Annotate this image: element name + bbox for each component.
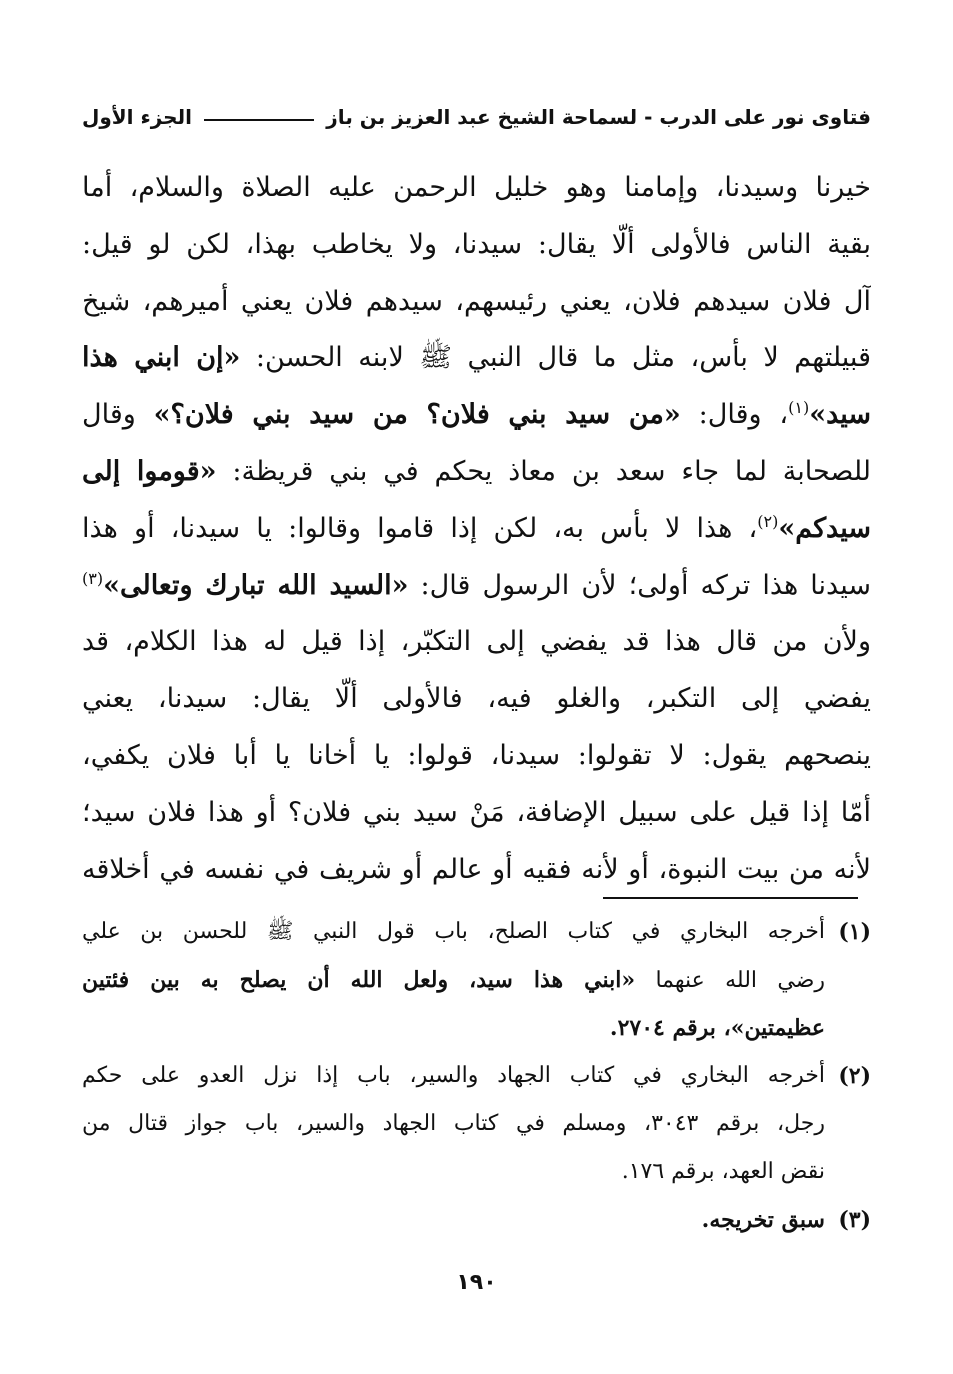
header-volume-label: الجزء الأول <box>82 105 192 129</box>
footnote-ref: (١) <box>788 398 810 418</box>
footnote-body <box>82 1052 825 1196</box>
text-line <box>82 501 871 558</box>
footnote-3 <box>82 1196 871 1244</box>
text-line: ينصحهم يقول: لا تقولوا: سيدنا، قولوا: يا أخانا يا أبا فلان يكفي، <box>82 739 871 771</box>
header-rule <box>204 119 314 121</box>
footnote-ref: (٣) <box>82 568 104 588</box>
footnote-divider <box>603 897 858 899</box>
footnote-line: أخرجه البخاري في كتاب الصلح، باب قول النبي ﷺ للحسن بن علي <box>82 919 825 944</box>
header-book-title: فتاوى نور على الدرب - لسماحة الشيخ عبد العزيز بن باز <box>326 105 871 129</box>
footnote-line: نقض العهد، برقم ١٧٦. <box>621 1159 825 1184</box>
text-line: أمّا إذا قيل على سبيل الإضافة، مَنْ سيد بني فلان؟ أو هذا فلان سيد؛ <box>82 796 871 828</box>
hadith-quote: عظيمتين» <box>730 1015 825 1041</box>
footnotes <box>82 908 871 1244</box>
text-line <box>82 330 871 387</box>
hadith-quote: سيدكم» <box>778 512 871 544</box>
text-line: يفضي إلى التكبر، والغلو فيه، فالأولى ألّا يقال: سيدنا، يعني <box>82 683 871 715</box>
text-line: لأنه من بيت النبوة، أو لأنه فقيه أو عالم أو شريف في نفسه في أخلاقه <box>82 853 871 885</box>
main-text <box>82 160 871 898</box>
text-line: آل فلان سيدهم فلان، يعني رئيسهم، سيدهم فلان يعني أميرهم، شيخ <box>82 285 871 317</box>
text-line <box>82 444 871 501</box>
footnote-line <box>82 1004 825 1052</box>
footnote-number: (٢) <box>838 1063 871 1089</box>
footnote-number: (٣) <box>838 1207 871 1233</box>
running-header <box>82 100 871 134</box>
hadith-quote: «قوموا إلى <box>82 455 217 487</box>
footnote-line: أخرجه البخاري في كتاب الجهاد والسير، باب إذا نزل العدو على حكم <box>82 1063 825 1088</box>
footnote-line <box>82 956 825 1004</box>
footnote-number: (١) <box>838 919 871 945</box>
text-run: ، وقال: <box>680 399 789 431</box>
text-line <box>82 558 871 615</box>
text-run: وقال <box>82 399 154 431</box>
text-line <box>82 387 871 444</box>
hadith-quote: «ابني هذا سيد، ولعل الله أن يصلح به بين فئتين <box>82 967 636 993</box>
page-number: ١٩٠ <box>456 1270 497 1295</box>
footnote-2 <box>82 1052 871 1196</box>
footnote-1 <box>82 908 871 1052</box>
text-run: ، هذا لا بأس به، لكن إذا قاموا وقالوا: يا سيدنا، أو هذا <box>82 512 758 544</box>
footnote-body <box>82 908 825 1052</box>
footnote-line: سبق تخريجه. <box>701 1207 825 1233</box>
hadith-quote: «من سيد بني فلان؟ من سيد بني فلان؟» <box>153 399 681 431</box>
footnote-ref: (٢) <box>757 511 779 531</box>
text-run: رضي الله عنهما <box>635 968 825 993</box>
text-line: ولأن من قال هذا قد يفضي إلى التكبّر، إذا قيل له هذا الكلام، قد <box>82 626 871 658</box>
hadith-quote: «إن ابني هذا <box>82 342 241 374</box>
footnote-body <box>82 1196 825 1244</box>
text-line: بقية الناس فالأولى ألّا يقال: سيدنا، ولا يخاطب بهذا، لكن لو قيل: <box>82 228 871 260</box>
text-run: ، برقم ٢٧٠٤. <box>609 1015 731 1041</box>
text-run: قبيلتهم لا بأس، مثل ما قال النبي ﷺ لابنه الحسن: <box>240 342 871 374</box>
hadith-quote: «السيد الله تبارك وتعالى» <box>103 569 409 601</box>
text-run: للصحابة لما جاء سعد بن معاذ يحكم في بني قريظة: <box>216 455 871 487</box>
text-run: سيدنا هذا تركه أولى؛ لأن الرسول قال: <box>408 569 871 601</box>
hadith-quote: سيد» <box>809 399 871 431</box>
footnote-line: رجل، برقم ٣٠٤٣، ومسلم في كتاب الجهاد والسير، باب جواز قتال من <box>82 1111 825 1136</box>
text-line: خيرنا وسيدنا، وإمامنا وهو خليل الرحمن عليه الصلاة والسلام، أما <box>82 172 871 203</box>
